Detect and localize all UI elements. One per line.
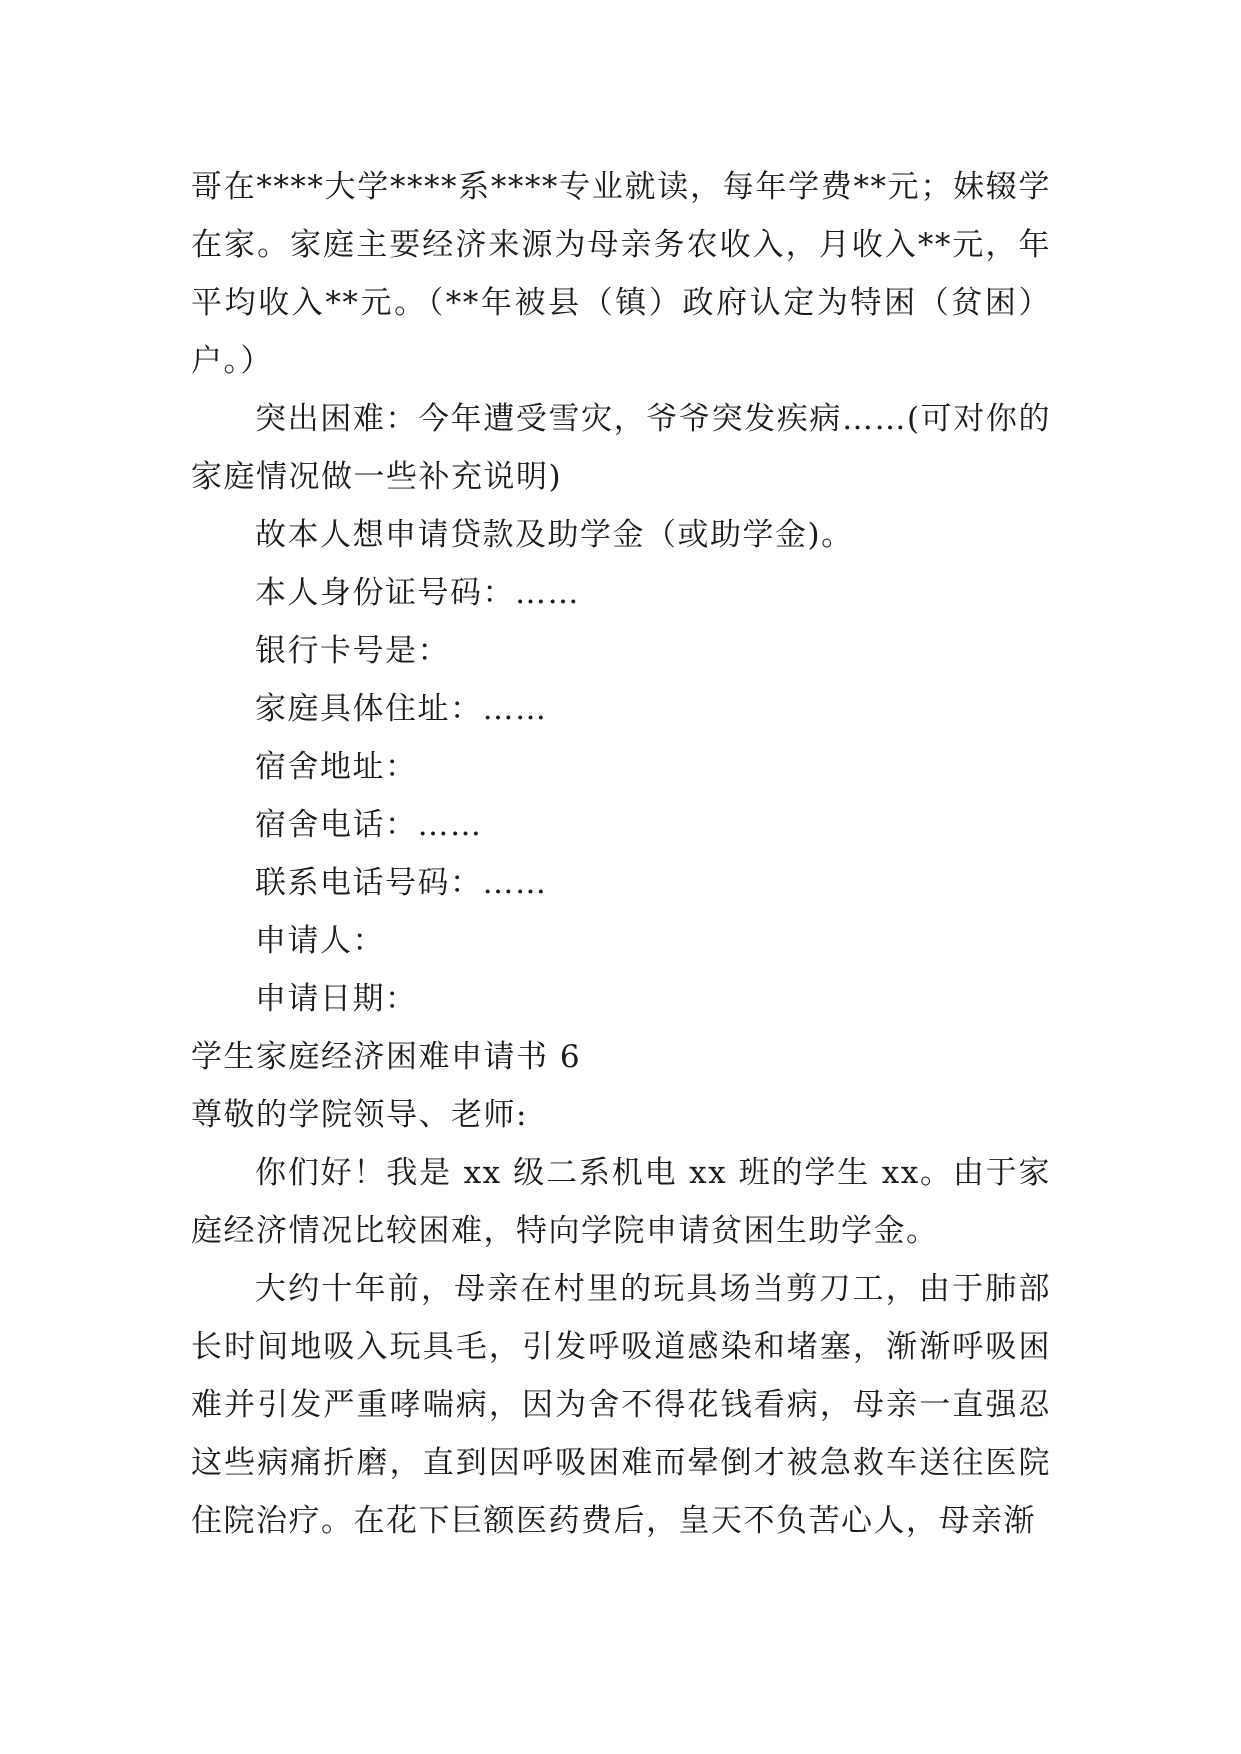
field-dorm-address: 宿舍地址： xyxy=(255,749,418,785)
document-body xyxy=(191,158,1051,1550)
salutation: 尊敬的学院领导、老师: xyxy=(191,1097,528,1133)
field-dorm-phone: 宿舍电话：…… xyxy=(255,807,483,843)
field-applicant: 申请人： xyxy=(255,923,385,959)
paragraph-greeting: 你们好！我是 xx 级二系机电 xx 班的学生 xx。由于家庭经济情况比较困难，特向学院申请贫困生助学金。 xyxy=(191,1155,1051,1249)
field-id-number: 本人身份证号码：…… xyxy=(255,575,580,611)
field-application-date: 申请日期： xyxy=(255,981,418,1017)
section-heading: 学生家庭经济困难申请书 6 xyxy=(191,1039,582,1075)
field-bank-card: 银行卡号是： xyxy=(255,633,450,669)
paragraph-application-request: 故本人想申请贷款及助学金（或助学金)。 xyxy=(255,517,854,553)
field-home-address: 家庭具体住址：…… xyxy=(255,691,548,727)
paragraph-mother-illness: 大约十年前，母亲在村里的玩具场当剪刀工，由于肺部长时间地吸入玩具毛，引发呼吸道感染和堵塞，渐渐呼吸困难并引发严重哮喘病，因为舍不得花钱看病，母亲一直强忍这些病痛折磨，直到因呼吸困难而晕倒才被急救车送往医院住院治疗。在花下巨额医药费后，皇天不负苦心人，母亲渐 xyxy=(191,1271,1051,1539)
paragraph-family-income: 哥在****大学****系****专业就读，每年学费**元；妹辍学在家。家庭主要经济来源为母亲务农收入，月收入**元，年平均收入**元。（**年被县（镇）政府认定为特困（贫困）户。） xyxy=(191,169,1051,379)
field-contact-phone: 联系电话号码：…… xyxy=(255,865,548,901)
paragraph-outstanding-difficulty: 突出困难：今年遭受雪灾，爷爷突发疾病……(可对你的家庭情况做一些补充说明) xyxy=(191,401,1051,495)
